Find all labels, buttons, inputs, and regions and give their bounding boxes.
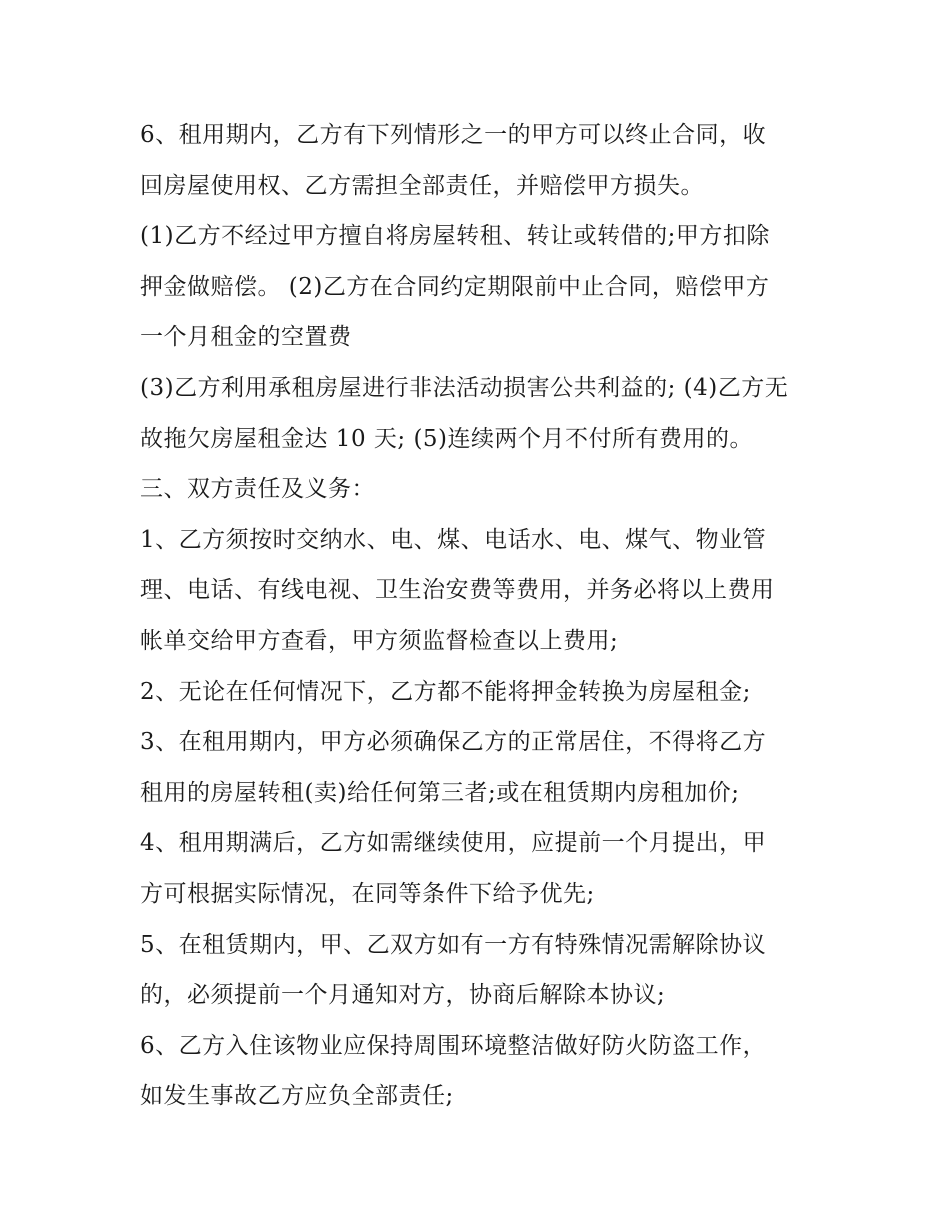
text-line: 回房屋使用权、乙方需担全部责任，并赔偿甲方损失。 (140, 172, 704, 199)
text-line: 6、租用期内，乙方有下列情形之一的甲方可以终止合同，收 (140, 122, 767, 148)
text-line: 故拖欠房屋租金达 10 天; (5)连续两个月不付所有费用的。 (140, 425, 754, 452)
text-line: 6、乙方入住该物业应保持周围环境整洁做好防火防盗工作， (140, 1032, 767, 1059)
text-line: 帐单交给甲方查看，甲方须监督检查以上费用; (140, 627, 619, 654)
text-line: 的，必须提前一个月通知对方，协商后解除本协议; (140, 982, 666, 1009)
text-line: 押金做赔偿。 (2)乙方在合同约定期限前中止合同，赔偿甲方 (140, 273, 770, 300)
text-line: 如发生事故乙方应负全部责任; (140, 1083, 454, 1110)
text-line: 方可根据实际情况，在同等条件下给予优先; (140, 880, 595, 907)
text-line: 5、在租赁期内，甲、乙双方如有一方有特殊情况需解除协议 (140, 931, 767, 958)
text-line: 4、租用期满后，乙方如需继续使用，应提前一个月提出，甲 (140, 830, 767, 857)
text-line: 租用的房屋转租(卖)给任何第三者;或在租赁期内房租加价; (140, 779, 740, 806)
text-line: 3、在租用期内，甲方必须确保乙方的正常居住，不得将乙方 (140, 729, 767, 756)
text-line: 一个月租金的空置费 (140, 324, 352, 351)
text-line: 2、无论在任何情况下，乙方都不能将押金转换为房屋租金; (140, 678, 751, 705)
section-heading: 三、双方责任及义务： (140, 476, 375, 503)
text-line: (1)乙方不经过甲方擅自将房屋转租、转让或转借的;甲方扣除 (140, 223, 770, 250)
document-body (140, 110, 820, 1122)
text-line: 1、乙方须按时交纳水、电、煤、电话水、电、煤气、物业管 (140, 526, 767, 553)
text-line: 理、电话、有线电视、卫生治安费等费用，并务必将以上费用 (140, 577, 775, 604)
text-line: (3)乙方利用承租房屋进行非法活动损害公共利益的; (4)乙方无 (140, 374, 789, 401)
